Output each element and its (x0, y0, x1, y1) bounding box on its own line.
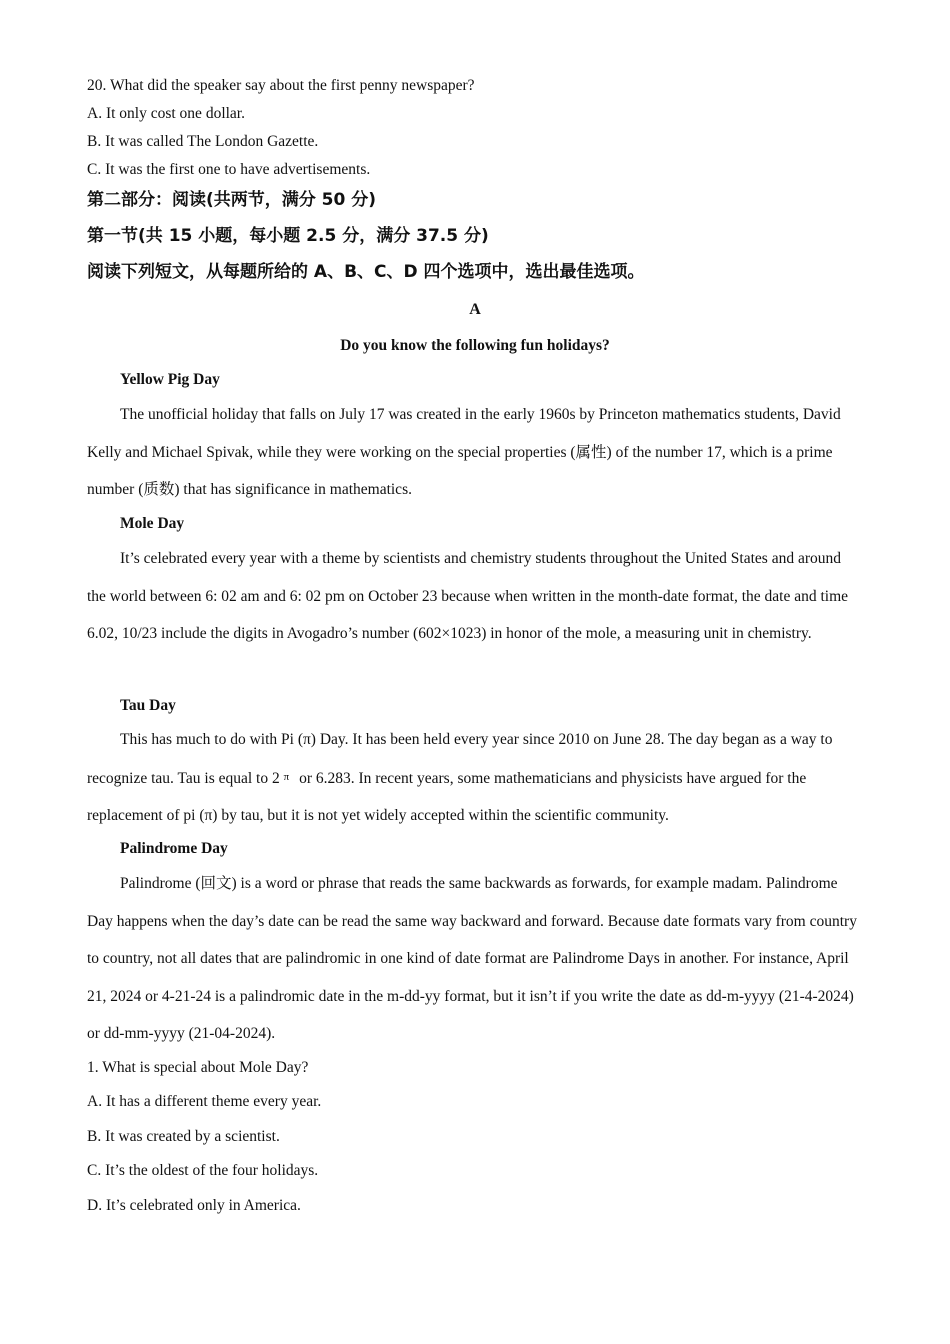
prev-option-a: A. It only cost one dollar. (87, 105, 245, 122)
question-1-option-a: A. It has a different theme every year. (87, 1093, 322, 1110)
passage-title: Do you know the following fun holidays? (340, 337, 610, 354)
holiday-heading-yellow-pig-day: Yellow Pig Day (120, 371, 220, 388)
section-subsection-heading: 第一节(共 15 小题，每小题 2.5 分，满分 37.5 分) (87, 226, 489, 246)
prev-question-stem: 20. What did the speaker say about the first penny newspaper? (87, 77, 475, 94)
tau-text-part-1: This has much to do with Pi (π) Day. It has been held every year since 2010 on June 28. The day began as a way to recognize tau. Tau is equal to 2 (87, 731, 833, 787)
holiday-text-yellow-pig-day: The unofficial holiday that falls on July 17 was created in the early 1960s by Princeton mathematics students, David Kelly and Michael Spivak, while they were working on the special properties (属性) of the number 17, which is a prime number (质数) that has significance in mathematics. (87, 406, 841, 498)
holiday-text-mole-day: It’s celebrated every year with a theme by scientists and chemistry students throughout the United States and around the world between 6: 02 am and 6: 02 pm on October 23 because when written in the month-date format, the date and time 6.02, 10/23 include the digits in Avogadro’s number (602×1023) in honor of the mole, a measuring unit in chemistry. (87, 550, 848, 642)
holiday-heading-mole-day: Mole Day (120, 515, 185, 532)
holiday-text-palindrome-day: Palindrome (回文) is a word or phrase that reads the same backwards as forwards, for example madam. Palindrome Day happens when the day’s date can be read the same way backward and forward. Because date formats vary from country to country, not all dates that are palindromic in one kind of date format are Palindrome Days in another. For instance, April 21, 2024 or 4-21-24 is a palindromic date in the m-dd-yy format, but it isn’t if you write the date as dd-m-yyyy (21-4-2024) or dd-mm-yyyy (21-04-2024). (87, 875, 857, 1042)
prev-option-c: C. It was the first one to have advertisements. (87, 161, 371, 178)
pi-symbol: π (283, 770, 290, 783)
question-1-option-c: C. It’s the oldest of the four holidays. (87, 1162, 319, 1179)
prev-option-b: B. It was called The London Gazette. (87, 133, 319, 150)
section-instruction: 阅读下列短文，从每题所给的 A、B、C、D 四个选项中，选出最佳选项。 (87, 262, 645, 282)
holiday-text-tau-day (87, 721, 857, 835)
tau-text-part-2: or 6.283. In recent years, some mathematicians and physicists have argued for the replacement of pi (π) by tau, but it is not yet widely accepted within the scientific community. (87, 769, 807, 824)
section-part-heading: 第二部分：阅读(共两节，满分 50 分) (87, 190, 377, 210)
holiday-heading-palindrome-day: Palindrome Day (120, 840, 228, 857)
question-1-stem: 1. What is special about Mole Day? (87, 1059, 309, 1076)
question-1-option-d: D. It’s celebrated only in America. (87, 1197, 301, 1214)
passage-letter: A (469, 301, 481, 318)
holiday-heading-tau-day: Tau Day (120, 697, 176, 714)
question-1-option-b: B. It was created by a scientist. (87, 1128, 280, 1145)
